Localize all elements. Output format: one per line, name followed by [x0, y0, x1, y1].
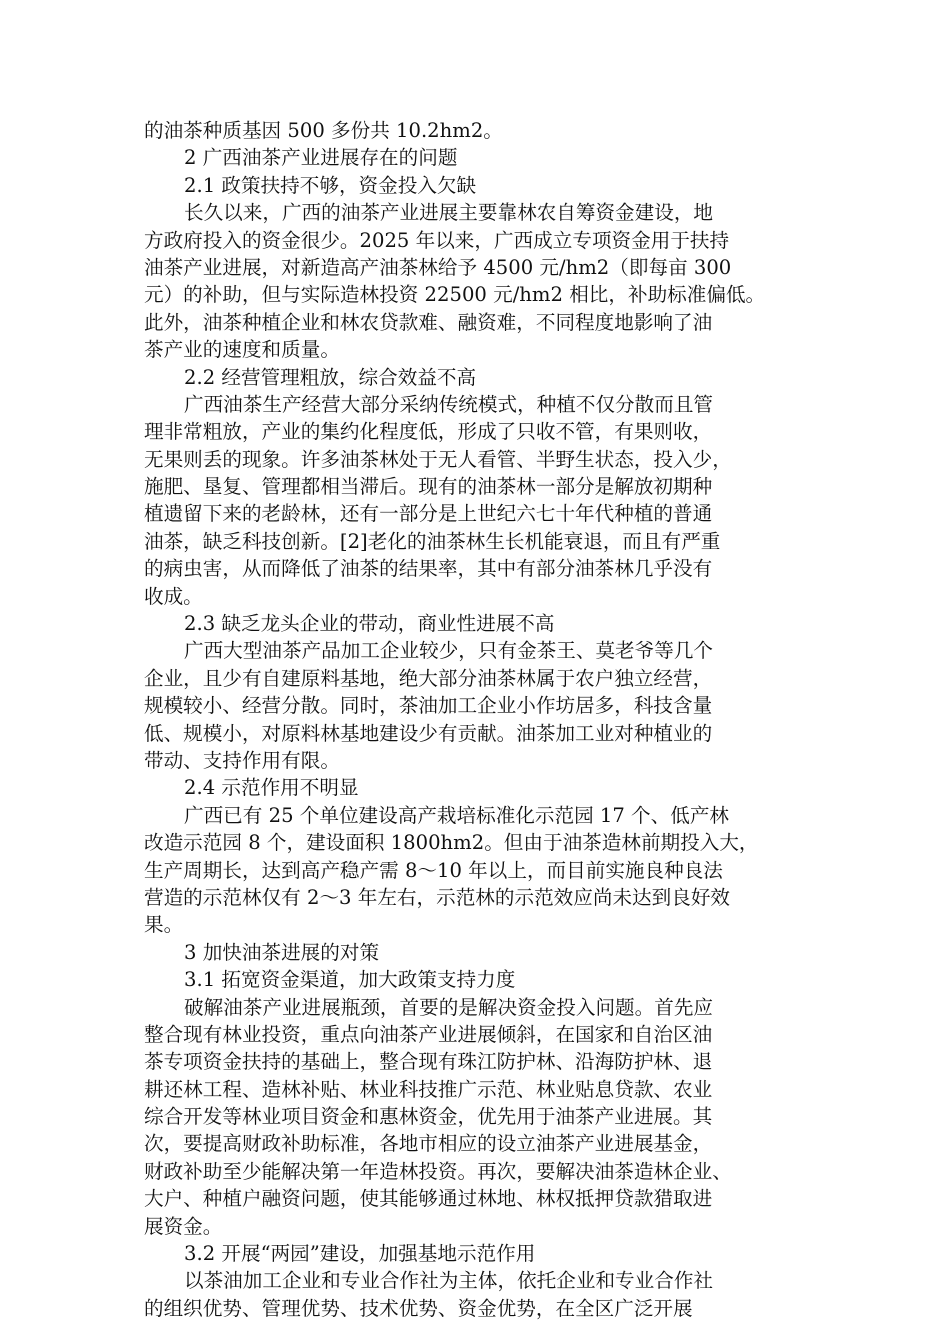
text-line: 长久以来，广西的油茶产业进展主要靠林农自筹资金建设，地: [184, 201, 714, 225]
text-line: 次，要提高财政补助标准，各地市相应的设立油茶产业进展基金，: [144, 1132, 713, 1156]
text-line: 2.2 经营管理粗放，综合效益不高: [184, 365, 477, 389]
text-line: 油茶，缺乏科技创新。[2]老化的油茶林生长机能衰退，而且有严重: [144, 529, 721, 553]
text-line: 展资金。: [144, 1214, 223, 1238]
text-line: 改造示范园 8 个，建设面积 1800hm2。但由于油茶造林前期投入大，: [144, 831, 759, 855]
text-line: 2.3 缺乏龙头企业的带动，商业性进展不高: [184, 612, 555, 636]
text-line: 的病虫害，从而降低了油茶的结果率，其中有部分油茶林几乎没有: [144, 557, 713, 581]
text-line: 2.1 政策扶持不够，资金投入欠缺: [184, 173, 477, 197]
text-line: 茶专项资金扶持的基础上，整合现有珠江防护林、沿海防护林、退: [144, 1050, 713, 1074]
text-line: 的组织优势、管理优势、技术优势、资金优势，在全区广泛开展: [144, 1296, 693, 1320]
text-line: 整合现有林业投资，重点向油茶产业进展倾斜，在国家和自治区油: [144, 1022, 713, 1046]
text-line: 耕还林工程、造林补贴、林业科技推广示范、林业贴息贷款、农业: [144, 1077, 713, 1101]
text-line: 此外，油茶种植企业和林农贷款难、融资难，不同程度地影响了油: [144, 310, 713, 334]
text-line: 2 广西油茶产业进展存在的问题: [184, 146, 458, 170]
text-line: 广西油茶生产经营大部分采纳传统模式，种植不仅分散而且管: [184, 392, 714, 416]
text-line: 生产周期长，达到高产稳产需 8～10 年以上，而目前实施良种良法: [144, 858, 723, 882]
text-line: 以茶油加工企业和专业合作社为主体，依托企业和专业合作社: [184, 1269, 714, 1293]
text-line: 规模较小、经营分散。同时，茶油加工企业小作坊居多，科技含量: [144, 694, 713, 718]
text-line: 的油茶种质基因 500 多份共 10.2hm2。: [144, 119, 503, 142]
text-line: 企业，且少有自建原料基地，绝大部分油茶林属于农户独立经营，: [144, 666, 713, 690]
text-line: 3 加快油茶进展的对策: [184, 940, 380, 964]
text-line: 破解油茶产业进展瓶颈，首要的是解决资金投入问题。首先应: [184, 995, 714, 1019]
text-line: 广西大型油茶产品加工企业较少，只有金茶王、莫老爷等几个: [184, 639, 714, 663]
text-line: 收成。: [144, 584, 203, 608]
text-line: 元）的补助，但与实际造林投资 22500 元/hm2 相比，补助标准偏低。: [144, 283, 766, 307]
text-line: 营造的示范林仅有 2～3 年左右，示范林的示范效应尚未达到良好效: [144, 885, 731, 909]
text-line: 油茶产业进展，对新造高产油茶林给予 4500 元/hm2（即每亩 300: [144, 255, 732, 279]
text-line: 3.1 拓宽资金渠道，加大政策支持力度: [184, 968, 516, 992]
text-line: 植遗留下来的老龄林，还有一部分是上世纪六七十年代种植的普通: [144, 502, 713, 526]
text-line: 理非常粗放，产业的集约化程度低，形成了只收不管，有果则收，: [144, 420, 713, 444]
text-line: 3.2 开展“两园”建设，加强基地示范作用: [184, 1242, 536, 1266]
text-line: 广西已有 25 个单位建设高产栽培标准化示范园 17 个、低产林: [184, 803, 730, 827]
text-line: 方政府投入的资金很少。2025 年以来，广西成立专项资金用于扶持: [144, 228, 730, 252]
text-line: 带动、支持作用有限。: [144, 748, 340, 772]
text-line: 施肥、垦复、管理都相当滞后。现有的油茶林一部分是解放初期种: [144, 475, 713, 499]
text-line: 茶产业的速度和质量。: [144, 338, 340, 362]
document-body: [144, 117, 814, 1322]
text-line: 低、规模小，对原料林基地建设少有贡献。油茶加工业对种植业的: [144, 721, 713, 745]
text-line: 无果则丢的现象。许多油茶林处于无人看管、半野生状态，投入少，: [144, 447, 732, 471]
text-line: 果。: [144, 913, 184, 937]
text-line: 综合开发等林业项目资金和惠林资金，优先用于油茶产业进展。其: [144, 1105, 713, 1129]
text-line: 财政补助至少能解决第一年造林投资。再次，要解决油茶造林企业、: [144, 1159, 732, 1183]
text-line: 大户、种植户融资问题，使其能够通过林地、林权抵押贷款猎取进: [144, 1187, 713, 1211]
text-line: 2.4 示范作用不明显: [184, 776, 359, 800]
